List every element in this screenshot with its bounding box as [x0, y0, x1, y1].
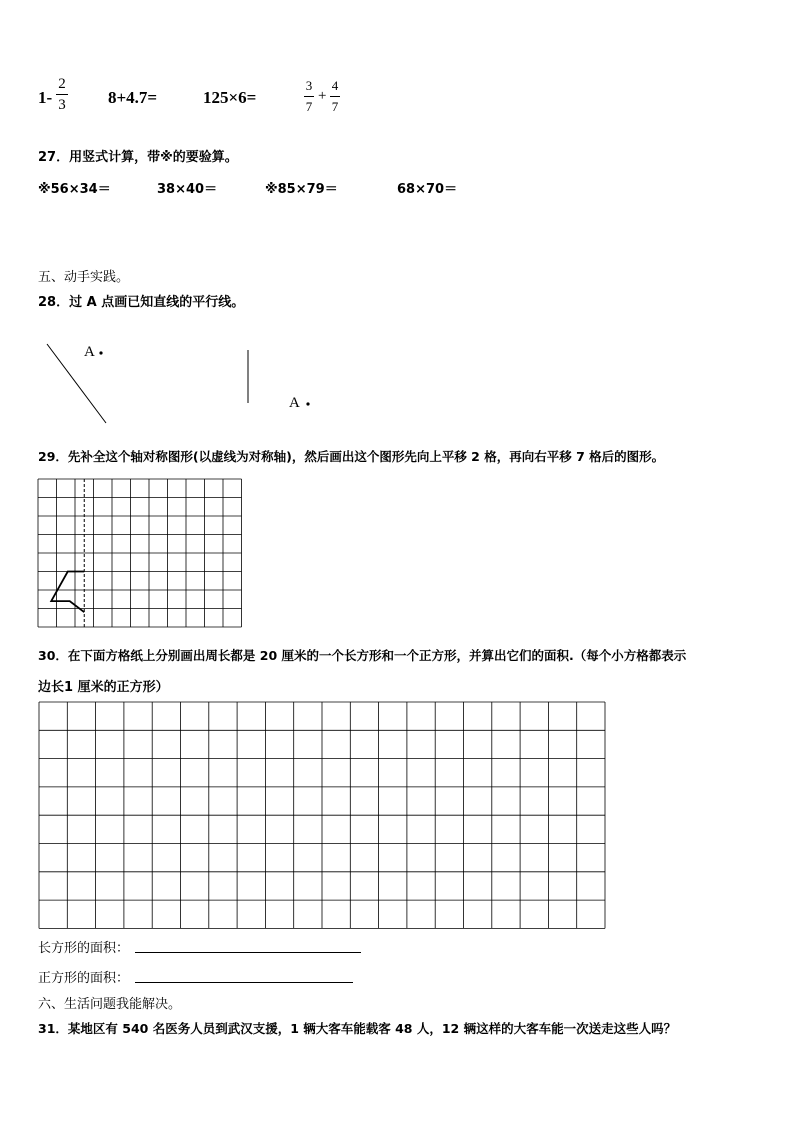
q28-figure: [0, 330, 794, 450]
q28-point-a-1: [99, 351, 102, 354]
calc-item-2: 8+4.7=: [108, 88, 158, 107]
q30-title-line-2: 边长1 厘米的正方形）: [38, 680, 169, 695]
calc-item-1: [38, 88, 52, 108]
q28-point-a-2: [306, 402, 309, 405]
q28-point-label-2: A: [289, 395, 300, 411]
square-area-label: 正方形的面积：: [38, 971, 130, 986]
q27-title: 27．用竖式计算，带※的要验算。: [38, 150, 238, 165]
q31-title: 31．某地区有 540 名医务人员到武汉支援，1 辆大客车能载客 48 人，12 辆这样的大客车能一次送走这些人吗？: [38, 1021, 677, 1036]
q28-title: 28．过 A 点画已知直线的平行线。: [38, 295, 245, 310]
square-area-answer-line[interactable]: [135, 982, 353, 983]
calc-item-1-prefix: 1-: [38, 88, 53, 107]
fraction-2-3: 2 3: [56, 75, 68, 114]
q27-item-3: ※85×79＝: [265, 182, 338, 197]
q29-grid: [36, 477, 246, 629]
q28-point-label-1: A: [84, 344, 95, 360]
plus-operator: +: [318, 88, 327, 104]
section-5-heading: 五、动手实践。: [38, 270, 130, 285]
q30-title-line-1: 30．在下面方格纸上分别画出周长都是 20 厘米的一个长方形和一个正方形，并算出它们的面积.（每个小方格都表示: [38, 648, 687, 663]
fraction-4-7: 4 7: [331, 78, 339, 114]
q28-slanted-line: [47, 344, 106, 423]
calc-item-3: 125×6=: [203, 88, 257, 107]
q27-item-4: 68×70＝: [397, 182, 458, 197]
section-6-heading: 六、生活问题我能解决。: [38, 997, 182, 1012]
q27-item-1: ※56×34＝: [38, 182, 111, 197]
q29-title: 29．先补全这个轴对称图形(以虚线为对称轴)，然后画出这个图形先向上平移 2 格，再向右平移 7 格后的图形。: [38, 449, 665, 464]
q30-grid: [38, 701, 610, 929]
rect-area-label: 长方形的面积：: [38, 941, 130, 956]
rect-area-answer-line[interactable]: [135, 952, 361, 953]
q27-item-2: 38×40＝: [157, 182, 218, 197]
fraction-3-7: 3 7: [305, 78, 313, 114]
